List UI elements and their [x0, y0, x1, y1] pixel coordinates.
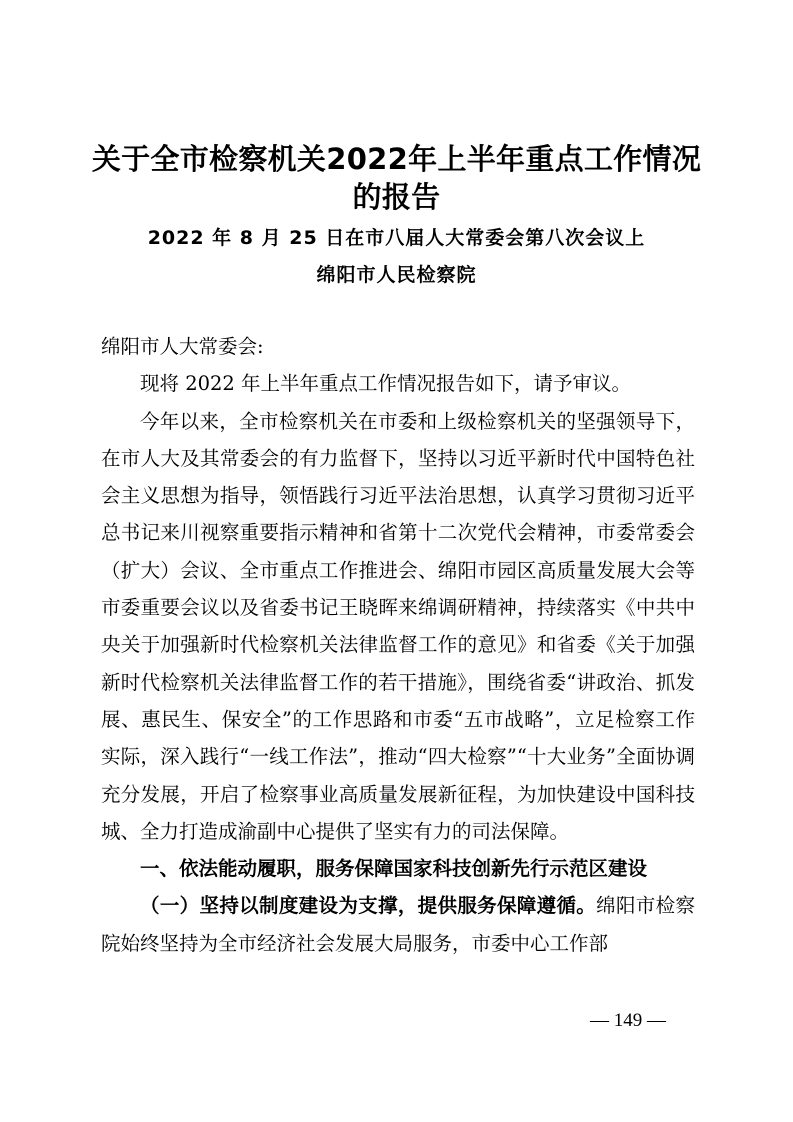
- subtitle-date: 2022 年 8 月 25 日在市八届人大常委会第八次会议上: [147, 227, 646, 249]
- salutation: 绵阳市人大常委会:: [101, 335, 264, 358]
- document-title: [70, 140, 723, 216]
- intro-paragraph: 现将 2022 年上半年重点工作情况报告如下，请予审议。: [140, 372, 632, 396]
- page-number: — 149 —: [590, 1010, 666, 1031]
- subsection-text: 绵阳市检察院始终坚持为全市经济社会发展大局服务，市委中心工作部: [101, 894, 695, 955]
- overview-paragraph: 今年以来，全市检察机关在市委和上级检察机关的坚强领导下，在市人大及其常委会的有力监督下，坚持以习近平新时代中国特色社会主义思想为指导，领悟践行习近平法治思想，认真学习贯彻习近平总书记来川视察重要指示精神和省第十二次党代会精神，市委常委会（扩大）会议、全市重点工作推进会、绵阳市园区高质量发展大会等市委重要会议以及省委书记王晓晖来绵调研精神，持续落实《中共中央关于加强新时代检察机关法律监督工作的意见》和省委《关于加强新时代检察机关法律监督工作的若干措施》，围绕省委“讲政治、抓发展、惠民生、保安全”的工作思路和市委“五市战略”，立足检察工作实际，深入践行“一线工作法”，推动“四大检察”“十大业务”全面协调充分发展，开启了检察事业高质量发展新征程，为加快建设中国科技城、全力打造成渝副中心提供了坚实有力的司法保障。: [101, 409, 695, 843]
- subtitle-organization: 绵阳市人民检察院: [316, 264, 477, 286]
- title-line-2: 的报告: [352, 180, 441, 214]
- subsection-paragraph: [101, 887, 695, 962]
- title-line-1: 关于全市检察机关2022年上半年重点工作情况: [91, 142, 702, 176]
- subsection-lead: （一）坚持以制度建设为支撑，提供服务保障遵循。: [140, 894, 597, 918]
- section-heading: 一、依法能动履职，服务保障国家科技创新先行示范区建设: [140, 857, 648, 881]
- document-body: [101, 328, 695, 962]
